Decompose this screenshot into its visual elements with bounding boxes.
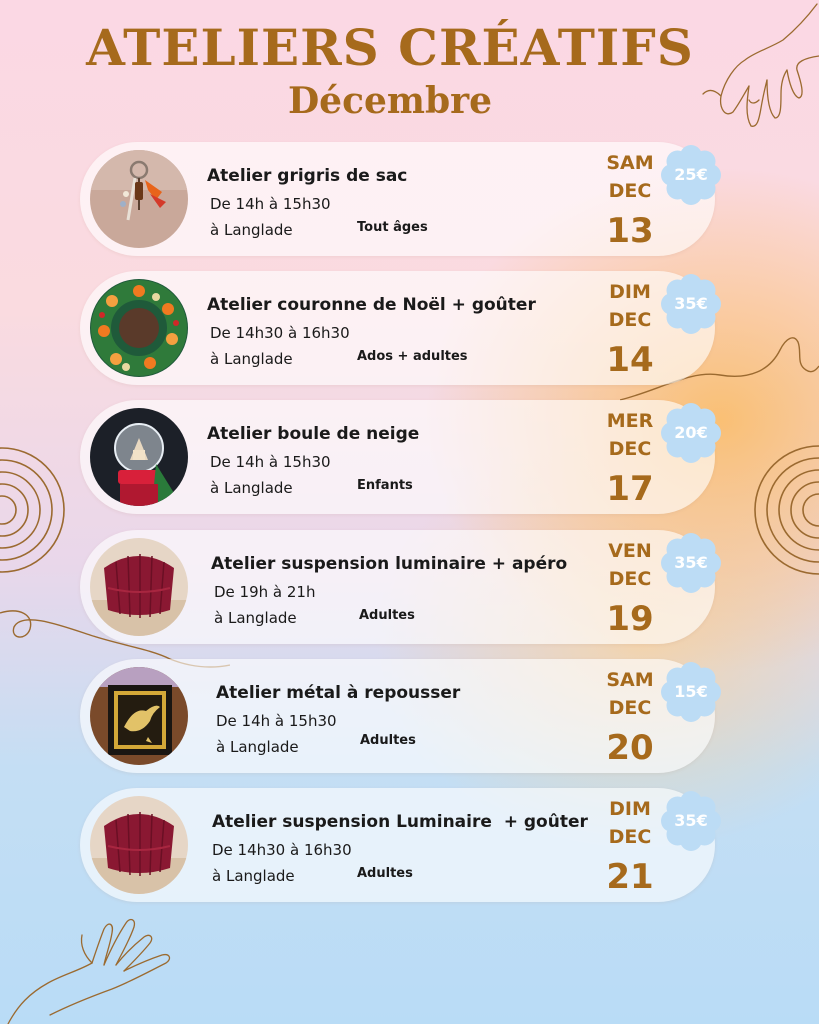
price-badge <box>660 790 722 852</box>
event-month: DEC <box>608 438 652 460</box>
event-date <box>592 667 668 773</box>
christmas-wreath-photo <box>90 279 188 377</box>
hand-bottom-left-icon <box>0 905 190 1024</box>
snow-globe-photo <box>90 408 188 506</box>
event-audience: Adultes <box>359 608 415 623</box>
event-date <box>592 408 668 514</box>
price-badge <box>660 661 722 723</box>
event-day-number: 19 <box>606 599 654 639</box>
price-label: 20€ <box>674 423 708 442</box>
event-card[interactable] <box>80 788 715 902</box>
concentric-circles-left-icon <box>0 440 70 580</box>
grigri-keychain-photo <box>90 150 188 248</box>
event-time: De 19h à 21h <box>214 583 316 601</box>
event-date <box>592 796 668 902</box>
event-card[interactable] <box>80 400 715 514</box>
event-day-number: 20 <box>606 728 654 768</box>
event-weekday: SAM <box>606 669 654 691</box>
price-label: 25€ <box>674 165 708 184</box>
event-card[interactable] <box>80 271 715 385</box>
event-title: Atelier métal à repousser <box>216 683 461 703</box>
event-title: Atelier suspension luminaire + apéro <box>211 554 568 574</box>
price-label: 35€ <box>674 294 708 313</box>
price-label: 35€ <box>674 811 708 830</box>
event-audience: Enfants <box>357 478 413 493</box>
event-weekday: DIM <box>609 281 651 303</box>
event-weekday: SAM <box>606 152 654 174</box>
event-title: Atelier couronne de Noël + goûter <box>207 295 536 315</box>
price-badge <box>660 144 722 206</box>
event-location: à Langlade <box>210 221 293 239</box>
event-day-number: 14 <box>606 340 654 380</box>
event-time: De 14h à 15h30 <box>216 712 337 730</box>
event-location: à Langlade <box>214 609 297 627</box>
paper-lampshade-photo <box>90 796 188 894</box>
event-title: Atelier suspension Luminaire + goûter <box>212 812 588 832</box>
price-label: 35€ <box>674 553 708 572</box>
price-badge <box>660 402 722 464</box>
event-time: De 14h30 à 16h30 <box>210 324 350 342</box>
price-badge <box>660 532 722 594</box>
event-day-number: 17 <box>606 469 654 509</box>
event-month: DEC <box>608 309 652 331</box>
event-day-number: 13 <box>606 211 654 251</box>
event-date <box>592 538 668 644</box>
event-location: à Langlade <box>210 479 293 497</box>
event-location: à Langlade <box>212 867 295 885</box>
event-weekday: MER <box>606 410 654 432</box>
event-audience: Adultes <box>360 733 416 748</box>
price-label: 15€ <box>674 682 708 701</box>
page-subtitle: Décembre <box>287 80 493 122</box>
event-card[interactable] <box>80 659 715 773</box>
event-weekday: DIM <box>609 798 651 820</box>
event-time: De 14h à 15h30 <box>210 453 331 471</box>
event-time: De 14h à 15h30 <box>210 195 331 213</box>
event-month: DEC <box>608 826 652 848</box>
event-audience: Tout âges <box>357 220 428 235</box>
event-audience: Ados + adultes <box>357 349 468 364</box>
event-card[interactable] <box>80 142 715 256</box>
event-time: De 14h30 à 16h30 <box>212 841 352 859</box>
event-date <box>592 150 668 256</box>
event-title: Atelier grigris de sac <box>207 166 408 186</box>
price-badge <box>660 273 722 335</box>
event-location: à Langlade <box>210 350 293 368</box>
event-month: DEC <box>608 180 652 202</box>
event-date <box>592 279 668 385</box>
event-month: DEC <box>608 697 652 719</box>
event-month: DEC <box>608 568 652 590</box>
event-title: Atelier boule de neige <box>207 424 420 444</box>
page-title: ATELIERS CRÉATIFS <box>86 18 694 77</box>
metal-bird-frame-photo <box>90 667 188 765</box>
event-card[interactable] <box>80 530 715 644</box>
event-audience: Adultes <box>357 866 413 881</box>
event-location: à Langlade <box>216 738 299 756</box>
concentric-circles-right-icon <box>745 440 819 580</box>
paper-lampshade-photo <box>90 538 188 636</box>
event-day-number: 21 <box>606 857 654 897</box>
event-weekday: VEN <box>608 540 652 562</box>
